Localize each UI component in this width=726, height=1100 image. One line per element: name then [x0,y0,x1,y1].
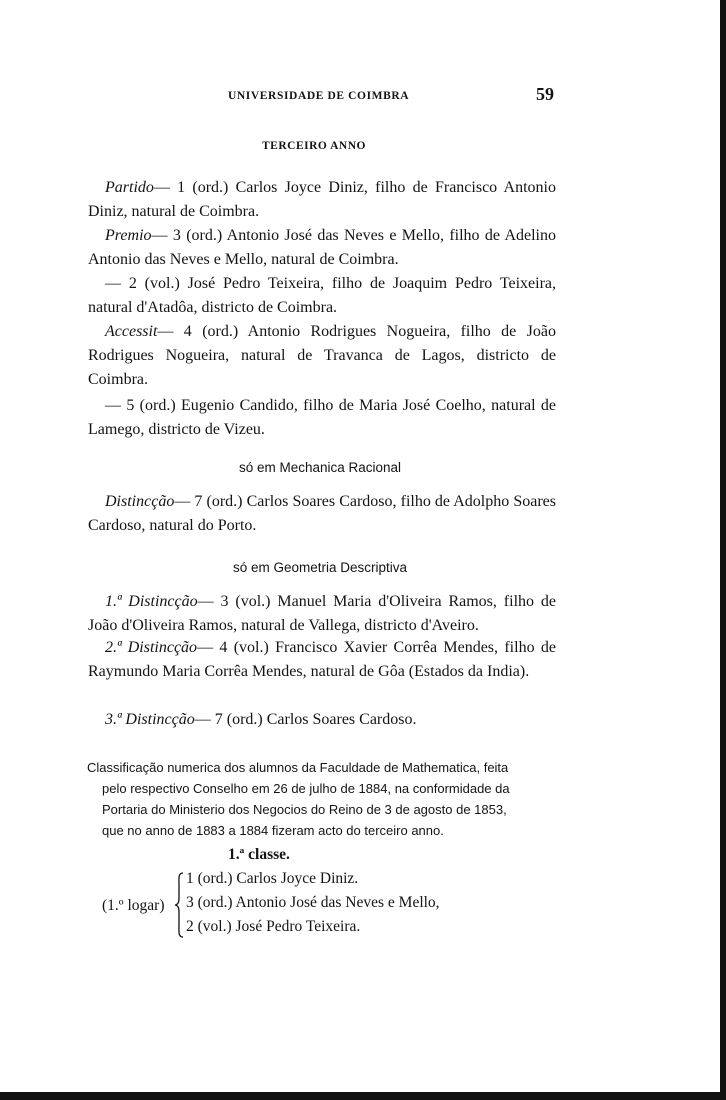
note-line-2: pelo respectivo Conselho em 26 de julho de 1884, na conformidade da [102,781,510,796]
subheading-geometria: só em Geometria Descriptiva [232,560,408,575]
paragraph-premio [88,224,556,272]
label-accessit: Accessit [105,323,158,340]
label-distinccao: Distincção [105,493,175,510]
class-entry-1: 1 (ord.) Carlos Joyce Diniz. [186,870,359,887]
paragraph-geometria-1 [88,590,556,638]
brace-symbol [174,872,184,938]
label-partido: Partido [105,179,154,196]
paragraph-accessit [88,320,556,392]
text-geometria-2: — 4 (vol.) Francisco Xavier Corrêa Mendes, filho de Raymundo Maria Corrêa Mendes, natural de Gôa (Estados da India). [88,639,557,680]
paragraph-geometria-2 [88,636,556,684]
text-accessit-2: — 5 (ord.) Eugenio Candido, filho de Maria José Coelho, natural de Lamego, districto de Vizeu. [88,397,556,438]
place-label: (1.º logar) [102,897,165,914]
note-line-1: Classificação numerica dos alumnos da Faculdade de Mathematica, feita [87,760,509,775]
text-accessit: — 4 (ord.) Antonio Rodrigues Nogueira, filho de João Rodrigues Nogueira, natural de Travanca de Lagos, districto de Coimbra. [88,323,556,388]
paragraph-partido [88,176,556,224]
classification-note [87,757,557,841]
page-number: 59 [536,84,554,104]
note-line-3: Portaria do Ministerio dos Negocios do Reino de 3 de agosto de 1853, [102,802,507,817]
class-heading: 1.ª classe. [228,846,290,863]
paragraph-accessit-2 [88,394,556,442]
class-entry-2: 3 (ord.) Antonio José das Neves e Mello, [186,894,440,911]
text-premio: — 3 (ord.) Antonio José das Neves e Mello, filho de Adelino Antonio das Neves e Mello, natural de Coimbra. [88,227,556,268]
label-distinccao-3: 3.ª Distincção [105,711,195,728]
paragraph-mechanica [88,490,556,538]
label-distinccao-1: 1.ª Distincção [105,593,198,610]
paragraph-geometria-3 [88,708,556,732]
paragraph-premio-2 [88,272,556,320]
class-entry-3: 2 (vol.) José Pedro Teixeira. [186,918,361,935]
label-premio: Premio [105,227,152,244]
section-title: TERCEIRO ANNO [262,140,366,152]
text-geometria-3: — 7 (ord.) Carlos Soares Cardoso. [194,711,417,728]
text-geometria-1: — 3 (vol.) Manuel Maria d'Oliveira Ramos, filho de João d'Oliveira Ramos, natural de Vallega, districto d'Aveiro. [88,593,556,634]
text-premio-2: — 2 (vol.) José Pedro Teixeira, filho de Joaquim Pedro Teixeira, natural d'Atadôa, districto de Coimbra. [88,275,556,316]
note-line-4: que no anno de 1883 a 1884 fizeram acto do terceiro anno. [102,823,444,838]
label-distinccao-2: 2.ª Distincção [105,639,198,656]
text-partido: — 1 (ord.) Carlos Joyce Diniz, filho de Francisco Antonio Diniz, natural de Coimbra. [88,179,556,220]
subheading-mechanica: só em Mechanica Racional [238,460,402,475]
running-header: UNIVERSIDADE DE COIMBRA [228,90,410,102]
text-mechanica: — 7 (ord.) Carlos Soares Cardoso, filho de Adolpho Soares Cardoso, natural do Porto. [88,493,556,534]
